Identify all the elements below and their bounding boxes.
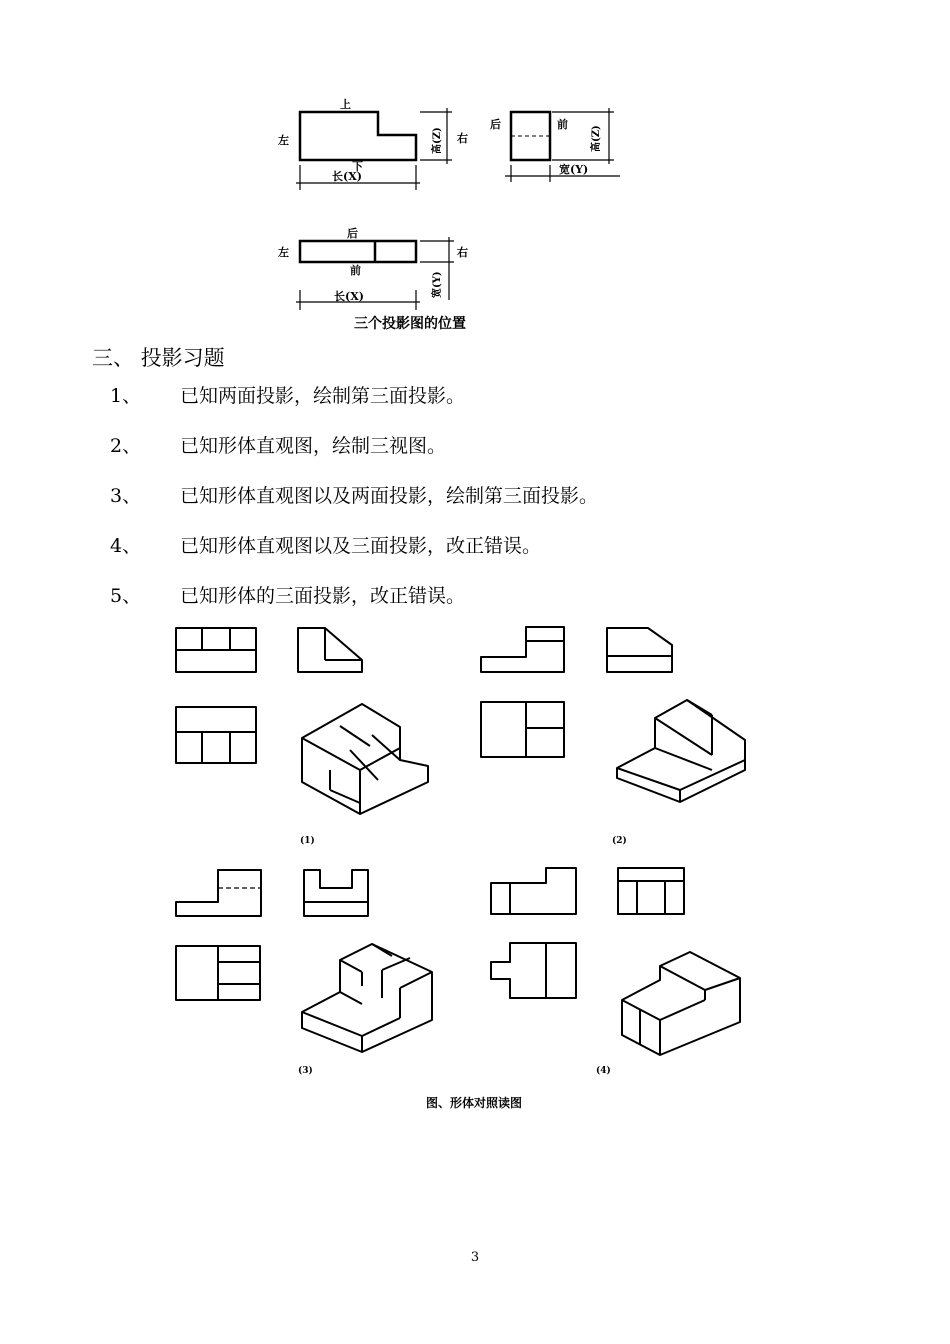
ex1-isometric-view [302,704,428,814]
ex2-plan-view [481,702,564,757]
ex3-isometric-view [302,944,432,1052]
side-back-label: 后 [490,118,501,131]
ex4-front-view [491,868,576,914]
ex3-front-view [176,870,261,916]
figure1-caption: 三个投影图的位置 [354,316,466,332]
front-top-label: 上 [340,98,351,111]
front-left-label: 左 [278,134,289,147]
list-item: 3、 已知形体直观图以及两面投影，绘制第三面投影。 [110,485,599,507]
list-item: 1、 已知两面投影，绘制第三面投影。 [110,385,466,407]
ex4-isometric-view [622,952,740,1055]
plan-back-label: 后 [347,227,358,240]
side-front-label: 前 [557,118,568,131]
exercise-1 [176,628,428,846]
front-height-label: 高(Z) [432,127,443,154]
ex4-label: (4) [596,1066,611,1076]
plan-front-label: 前 [350,264,361,277]
front-bottom-label: 下 [352,160,363,173]
section-heading: 三、 投影习题 [92,346,225,370]
plan-width-label: 宽(Y) [432,271,443,298]
ex2-label: (2) [612,836,627,846]
ex2-front-view [481,627,564,672]
exercise-2 [481,627,745,846]
plan-length-label: 长(X) [334,290,364,303]
list-item: 5、 已知形体的三面投影，改正错误。 [110,585,466,607]
list-item: 2、 已知形体直观图，绘制三视图。 [110,435,447,457]
front-length-label: 长(X) [332,170,362,183]
side-height-label: 高(Z) [591,125,602,152]
ex2-isometric-view [617,700,745,802]
plan-right-label: 右 [457,246,468,259]
figure2-caption: 图、形体对照读图 [426,1096,523,1110]
ex1-label: (1) [300,836,315,846]
front-right-label: 右 [457,132,468,145]
ex1-side-view [298,628,362,672]
list-item: 4、 已知形体直观图以及三面投影，改正错误。 [110,535,542,557]
ex3-plan-view [176,946,260,1000]
plan-left-label: 左 [278,246,289,259]
exercise-4 [491,868,740,1076]
ex4-plan-view [491,943,576,998]
ex1-front-view [176,628,256,672]
page-number: 3 [470,1250,480,1265]
ex2-side-view [607,628,672,672]
ex3-label: (3) [298,1066,313,1076]
exercise-3 [176,870,432,1076]
side-width-label: 宽(Y) [559,163,589,176]
ex3-side-view [304,870,368,916]
ex1-plan-view [176,707,256,763]
ex4-side-view [618,868,684,914]
